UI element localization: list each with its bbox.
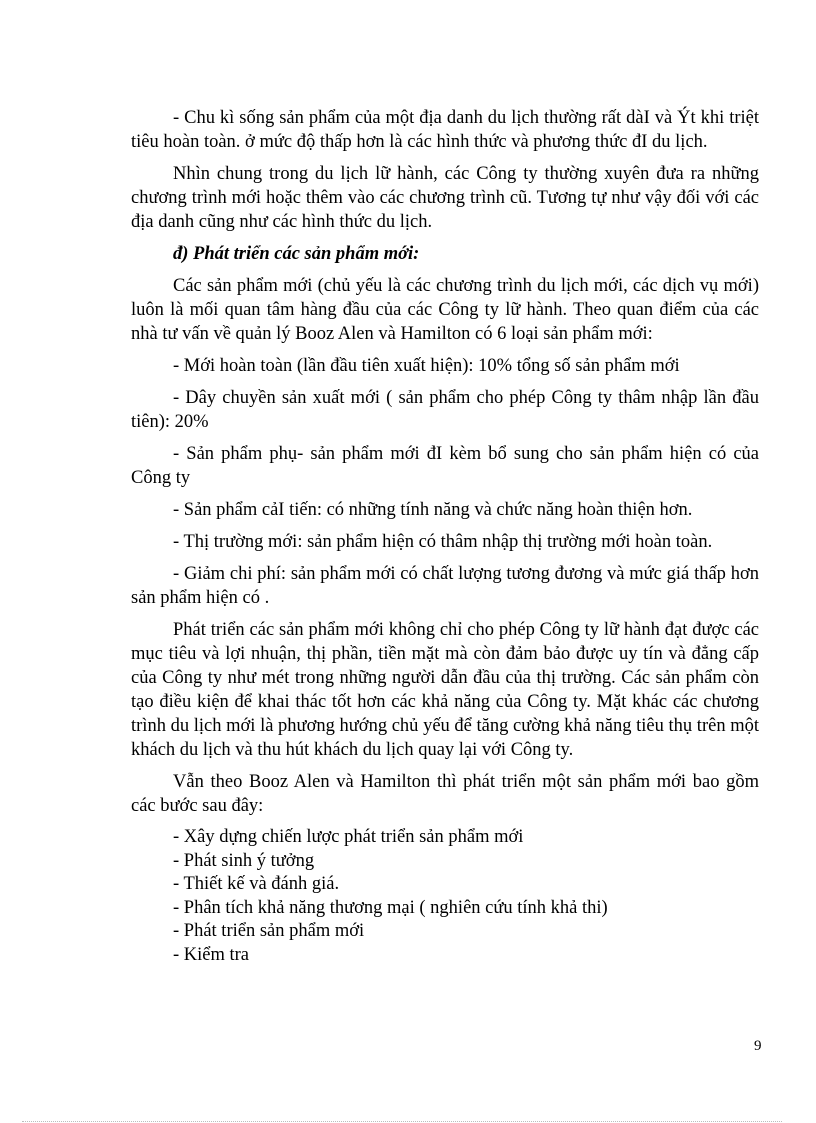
page-number: 9 (754, 1038, 762, 1054)
paragraph-life-cycle: - Chu kì sống sản phẩm của một địa danh du lịch thường rất dàI và Ýt khi triệt tiêu hoàn toàn. ở mức độ thấp hơn là các hình thức và phương thức đI du lịch. (131, 108, 759, 152)
list-item: - Phân tích khả năng thương mại ( nghiên cứu tính khả thi) (173, 897, 608, 918)
product-type-item: - Sản phẩm phụ- sản phẩm mới đI kèm bổ sung cho sản phẩm hiện có của Công ty (131, 444, 759, 488)
list-item: - Phát sinh ý tưởng (173, 850, 315, 871)
steps-list (131, 826, 759, 967)
list-item: - Thiết kế và đánh giá. (173, 874, 340, 894)
paragraph-tour-programs: Nhìn chung trong du lịch lữ hành, các Công ty thường xuyên đưa ra những chương trình mới hoặc thêm vào các chương trình cũ. Tương tự như vậy đối với các địa danh cũng như các hình thức du lịch. (131, 164, 759, 232)
list-item: - Xây dựng chiến lược phát triển sản phẩm mới (173, 827, 524, 847)
list-item: - Phát triển sản phẩm mới (173, 921, 365, 941)
paragraph-new-products-intro: Các sản phẩm mới (chủ yếu là các chương trình du lịch mới, các dịch vụ mới) luôn là mối quan tâm hàng đầu của các Công ty lữ hành. Theo quan điểm của các nhà tư vấn về quản lý Booz Alen và Hamilton có 6 loại sản phẩm mới: (131, 276, 759, 344)
list-item: - Kiểm tra (173, 944, 250, 965)
product-type-item: - Sản phẩm cảI tiến: có những tính năng và chức năng hoàn thiện hơn. (173, 500, 693, 520)
product-type-item: - Thị trường mới: sản phẩm hiện có thâm nhập thị trường mới hoàn toàn. (173, 532, 713, 552)
product-type-item: - Mới hoàn toàn (lần đầu tiên xuất hiện): 10% tổng số sản phẩm mới (173, 356, 680, 376)
section-heading: đ) Phát triển các sản phẩm mới: (173, 244, 420, 264)
page-bottom-divider (22, 1121, 782, 1122)
product-type-item: - Giảm chi phí: sản phẩm mới có chất lượng tương đương và mức giá thấp hơn sản phẩm hiện có . (131, 564, 759, 608)
paragraph-benefits: Phát triển các sản phẩm mới không chỉ cho phép Công ty lữ hành đạt được các mục tiêu và lợi nhuận, thị phần, tiền mặt mà còn đảm bảo được uy tín và đẳng cấp của Công ty như mét trong những người dẫn đầu của thị trường. Các sản phẩm còn tạo điều kiện để khai thác tốt hơn các khả năng của Công ty. Mặt khác các chương trình du lịch mới là phương hướng chủ yếu để tăng cường khả năng tiêu thụ trên một khách du lịch và thu hút khách du lịch quay lại với Công ty. (131, 620, 759, 760)
product-type-item: - Dây chuyền sản xuất mới ( sản phẩm cho phép Công ty thâm nhập lần đầu tiên): 20% (131, 388, 759, 432)
paragraph-steps-intro: Vẫn theo Booz Alen và Hamilton thì phát triển một sản phẩm mới bao gồm các bước sau đây: (131, 772, 759, 816)
document-page (131, 106, 759, 967)
